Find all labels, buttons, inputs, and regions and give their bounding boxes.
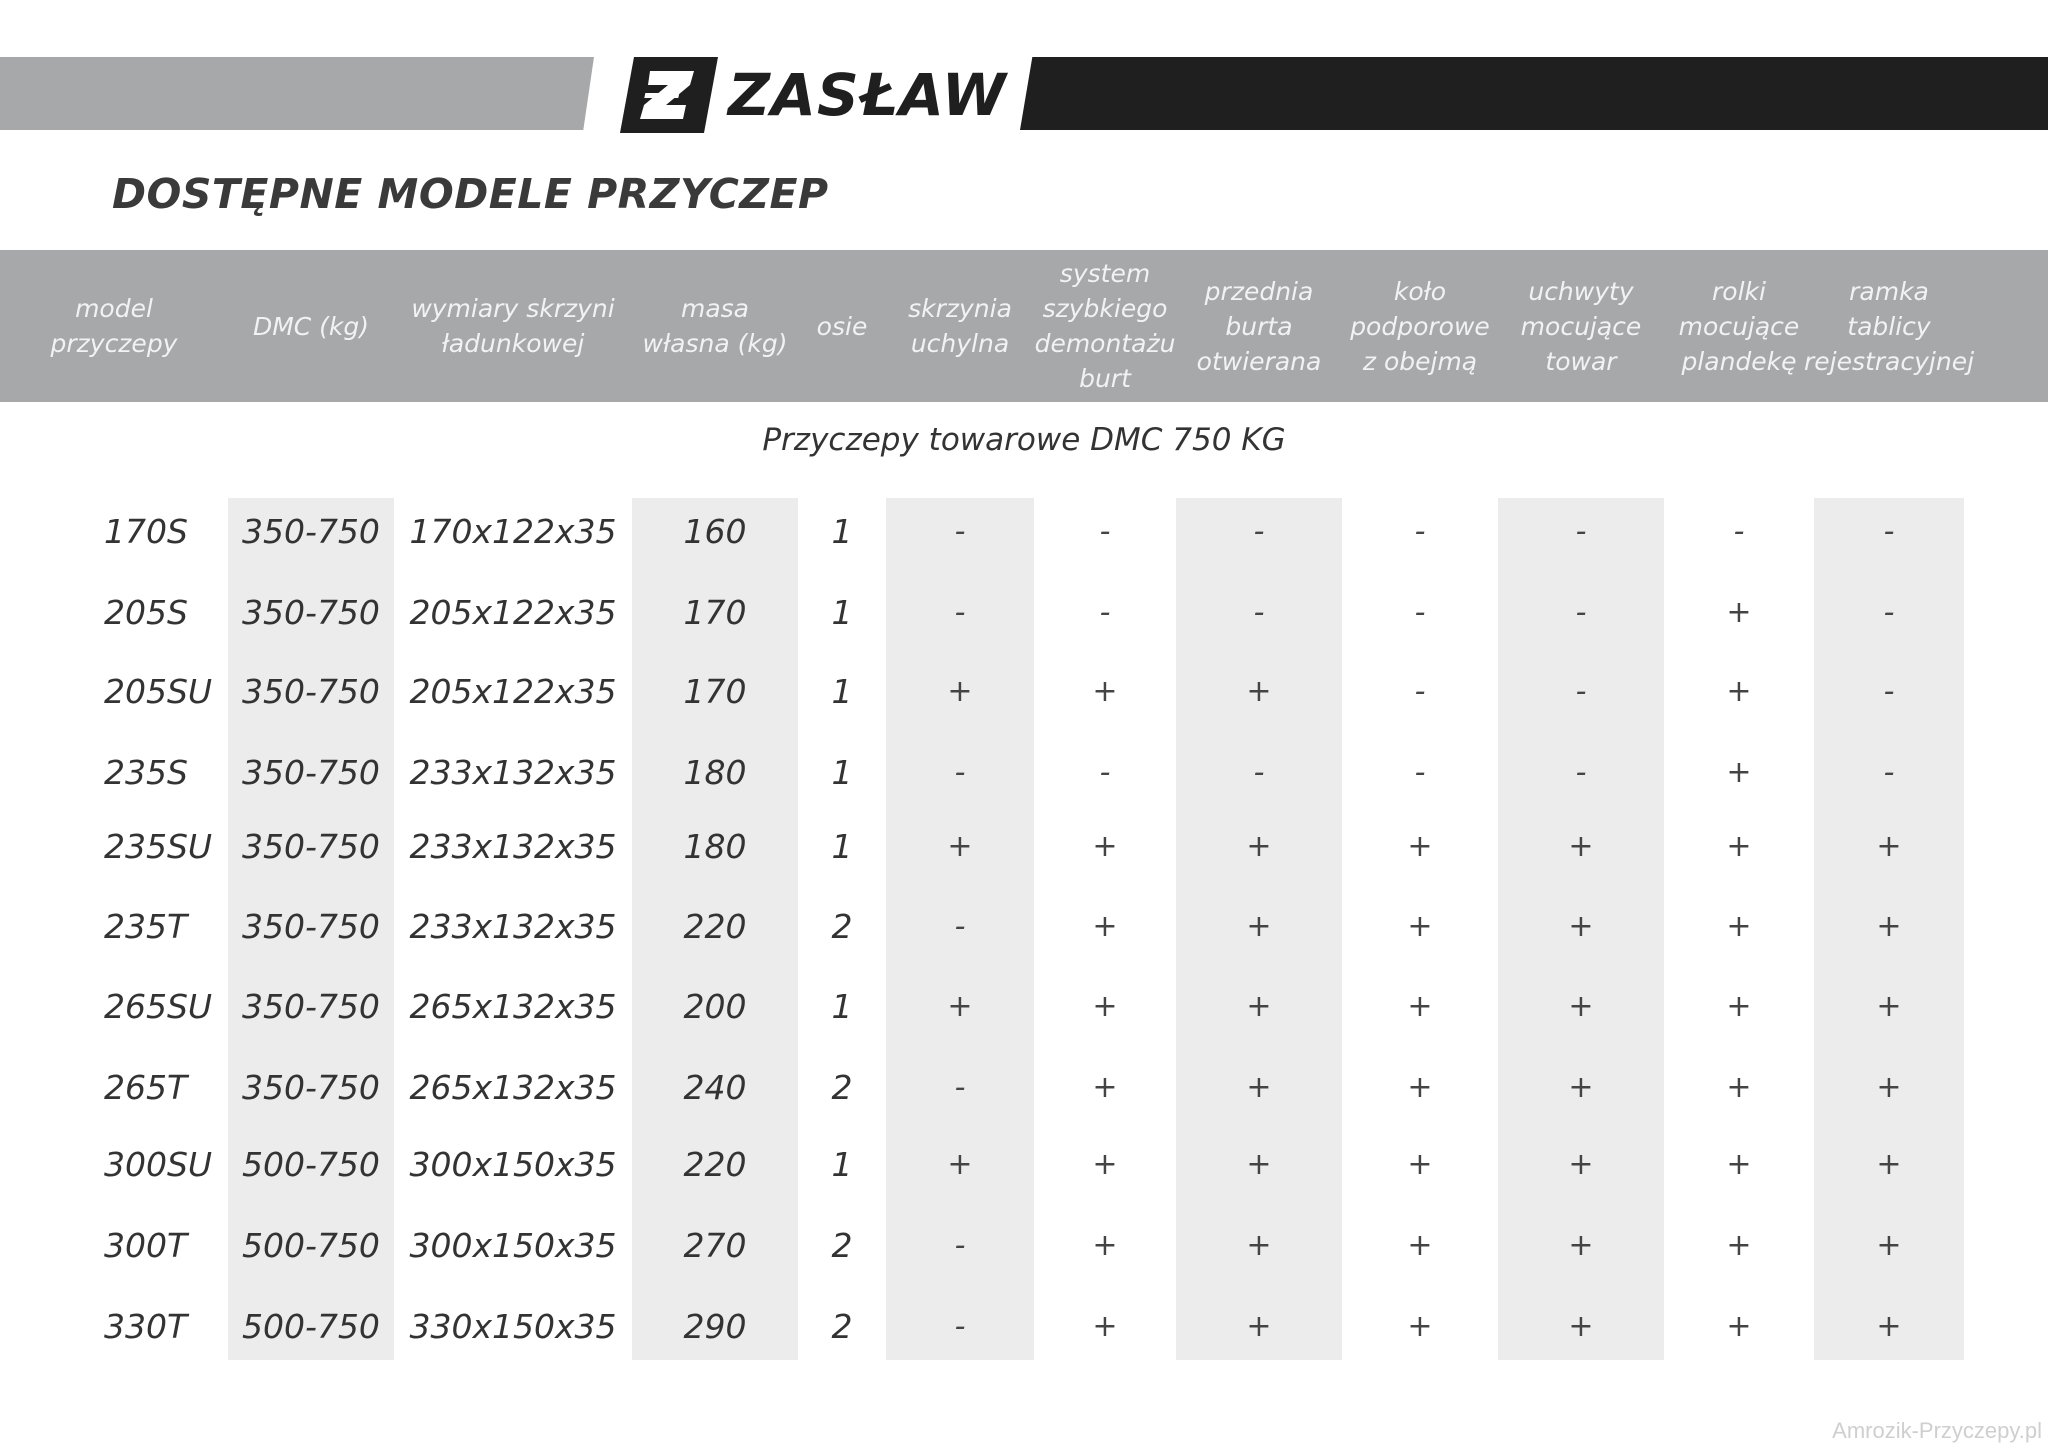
cell-dmc: 350-750 — [242, 592, 380, 632]
header-skrzynia-uchylna: skrzynia uchylna — [908, 294, 1012, 358]
cell-uchwyty: + — [1568, 1227, 1594, 1263]
cell-uchwyty: + — [1568, 1069, 1594, 1105]
header-rolki: rolki mocujące plandekę — [1678, 276, 1800, 376]
cell-skrzynia-uchylna: + — [947, 988, 973, 1024]
cell-model: 235SU — [104, 826, 213, 866]
banner-right-stripe — [1020, 57, 2048, 130]
cell-model: 205S — [104, 592, 188, 632]
cell-skrzynia-uchylna: - — [954, 1308, 966, 1344]
cell-ramka: - — [1883, 754, 1895, 790]
cell-osie: 1 — [831, 592, 853, 632]
cell-system-demontazu: - — [1099, 594, 1111, 630]
cell-wymiary: 300x150x35 — [409, 1225, 617, 1265]
cell-przednia-burta: + — [1246, 1308, 1272, 1344]
cell-system-demontazu: + — [1092, 1227, 1118, 1263]
cell-skrzynia-uchylna: + — [947, 1146, 973, 1182]
cell-wymiary: 170x122x35 — [409, 511, 617, 551]
cell-wymiary: 300x150x35 — [409, 1144, 617, 1184]
cell-wymiary: 265x132x35 — [409, 1067, 617, 1107]
cell-masa: 270 — [683, 1225, 747, 1265]
cell-ramka: + — [1876, 828, 1902, 864]
cell-przednia-burta: + — [1246, 673, 1272, 709]
header-uchwyty: uchwyty mocujące towar — [1520, 276, 1642, 376]
cell-wymiary: 233x132x35 — [409, 906, 617, 946]
cell-osie: 1 — [831, 986, 853, 1026]
header-osie: osie — [816, 311, 868, 341]
cell-ramka: - — [1883, 513, 1895, 549]
cell-dmc: 350-750 — [242, 1067, 380, 1107]
header-system-demontazu: system szybkiego demontażu burt — [1034, 259, 1176, 393]
cell-masa: 170 — [683, 671, 747, 711]
cell-model: 235T — [104, 906, 188, 946]
cell-dmc: 500-750 — [242, 1225, 380, 1265]
header-dmc: DMC (kg) — [252, 311, 370, 341]
cell-model: 300SU — [104, 1144, 213, 1184]
cell-masa: 160 — [683, 511, 747, 551]
cell-wymiary: 330x150x35 — [409, 1306, 617, 1346]
cell-kolo-podporowe: + — [1407, 1069, 1433, 1105]
cell-model: 205SU — [104, 671, 213, 711]
cell-ramka: + — [1876, 1227, 1902, 1263]
cell-rolki: + — [1726, 1069, 1752, 1105]
cell-skrzynia-uchylna: + — [947, 828, 973, 864]
cell-przednia-burta: - — [1253, 513, 1265, 549]
section-title: Przyczepy towarowe DMC 750 KG — [762, 422, 1286, 458]
cell-uchwyty: + — [1568, 988, 1594, 1024]
cell-osie: 1 — [831, 826, 853, 866]
cell-masa: 180 — [683, 752, 747, 792]
cell-ramka: - — [1883, 673, 1895, 709]
cell-uchwyty: + — [1568, 828, 1594, 864]
cell-uchwyty: - — [1575, 673, 1587, 709]
cell-dmc: 350-750 — [242, 906, 380, 946]
cell-wymiary: 233x132x35 — [409, 826, 617, 866]
cell-osie: 2 — [831, 1306, 853, 1346]
cell-model: 235S — [104, 752, 188, 792]
cell-kolo-podporowe: - — [1414, 594, 1426, 630]
cell-system-demontazu: + — [1092, 828, 1118, 864]
header-wymiary: wymiary skrzyni ładunkowej — [411, 294, 615, 358]
cell-przednia-burta: - — [1253, 594, 1265, 630]
cell-kolo-podporowe: + — [1407, 908, 1433, 944]
cell-osie: 2 — [831, 1067, 853, 1107]
cell-ramka: + — [1876, 1069, 1902, 1105]
cell-system-demontazu: - — [1099, 754, 1111, 790]
cell-system-demontazu: + — [1092, 673, 1118, 709]
cell-kolo-podporowe: + — [1407, 1227, 1433, 1263]
cell-uchwyty: + — [1568, 1146, 1594, 1182]
cell-dmc: 500-750 — [242, 1306, 380, 1346]
cell-system-demontazu: + — [1092, 908, 1118, 944]
page-title: DOSTĘPNE MODELE PRZYCZEP — [112, 170, 829, 218]
brand-name: ZASŁAW — [728, 61, 1007, 129]
cell-uchwyty: - — [1575, 513, 1587, 549]
cell-model: 330T — [104, 1306, 188, 1346]
cell-skrzynia-uchylna: - — [954, 1227, 966, 1263]
watermark: Amrozik-Przyczepy.pl — [1832, 1418, 2042, 1443]
cell-przednia-burta: + — [1246, 1146, 1272, 1182]
cell-ramka: + — [1876, 908, 1902, 944]
cell-skrzynia-uchylna: - — [954, 908, 966, 944]
cell-wymiary: 205x122x35 — [409, 592, 617, 632]
header-przednia-burta: przednia burta otwierana — [1196, 276, 1322, 376]
cell-skrzynia-uchylna: - — [954, 754, 966, 790]
cell-kolo-podporowe: - — [1414, 513, 1426, 549]
cell-dmc: 350-750 — [242, 826, 380, 866]
cell-uchwyty: - — [1575, 754, 1587, 790]
cell-kolo-podporowe: + — [1407, 1308, 1433, 1344]
cell-przednia-burta: + — [1246, 1227, 1272, 1263]
cell-dmc: 350-750 — [242, 511, 380, 551]
cell-ramka: - — [1883, 594, 1895, 630]
cell-wymiary: 265x132x35 — [409, 986, 617, 1026]
cell-model: 170S — [104, 511, 188, 551]
cell-masa: 220 — [683, 1144, 747, 1184]
cell-rolki: + — [1726, 1227, 1752, 1263]
cell-rolki: + — [1726, 754, 1752, 790]
cell-rolki: + — [1726, 828, 1752, 864]
header-masa: masa własna (kg) — [642, 294, 788, 358]
cell-osie: 2 — [831, 1225, 853, 1265]
cell-skrzynia-uchylna: - — [954, 594, 966, 630]
cell-system-demontazu: + — [1092, 1308, 1118, 1344]
cell-przednia-burta: - — [1253, 754, 1265, 790]
header-ramka: ramka tablicy rejestracyjnej — [1803, 276, 1975, 376]
zaslaw-logo-icon — [620, 57, 718, 133]
cell-rolki: - — [1733, 513, 1745, 549]
cell-rolki: + — [1726, 673, 1752, 709]
cell-osie: 1 — [831, 671, 853, 711]
cell-ramka: + — [1876, 988, 1902, 1024]
cell-wymiary: 233x132x35 — [409, 752, 617, 792]
cell-uchwyty: - — [1575, 594, 1587, 630]
cell-przednia-burta: + — [1246, 828, 1272, 864]
cell-osie: 1 — [831, 1144, 853, 1184]
cell-system-demontazu: + — [1092, 1146, 1118, 1182]
cell-rolki: + — [1726, 1308, 1752, 1344]
cell-dmc: 350-750 — [242, 671, 380, 711]
cell-kolo-podporowe: - — [1414, 673, 1426, 709]
cell-ramka: + — [1876, 1308, 1902, 1344]
cell-model: 300T — [104, 1225, 188, 1265]
banner-left-stripe — [0, 57, 594, 130]
cell-masa: 290 — [683, 1306, 747, 1346]
cell-rolki: + — [1726, 988, 1752, 1024]
cell-ramka: + — [1876, 1146, 1902, 1182]
cell-dmc: 350-750 — [242, 986, 380, 1026]
cell-uchwyty: + — [1568, 1308, 1594, 1344]
cell-system-demontazu: + — [1092, 988, 1118, 1024]
cell-masa: 180 — [683, 826, 747, 866]
cell-skrzynia-uchylna: + — [947, 673, 973, 709]
cell-masa: 220 — [683, 906, 747, 946]
cell-uchwyty: + — [1568, 908, 1594, 944]
cell-system-demontazu: + — [1092, 1069, 1118, 1105]
cell-masa: 200 — [683, 986, 747, 1026]
cell-model: 265T — [104, 1067, 188, 1107]
cell-dmc: 500-750 — [242, 1144, 380, 1184]
cell-przednia-burta: + — [1246, 908, 1272, 944]
cell-rolki: + — [1726, 908, 1752, 944]
cell-wymiary: 205x122x35 — [409, 671, 617, 711]
cell-przednia-burta: + — [1246, 1069, 1272, 1105]
cell-masa: 240 — [683, 1067, 747, 1107]
cell-system-demontazu: - — [1099, 513, 1111, 549]
header-kolo-podporowe: koło podporowe z obejmą — [1350, 276, 1490, 376]
cell-model: 265SU — [104, 986, 213, 1026]
header-model: model przyczepy — [50, 294, 178, 358]
cell-osie: 1 — [831, 752, 853, 792]
cell-kolo-podporowe: + — [1407, 1146, 1433, 1182]
cell-osie: 2 — [831, 906, 853, 946]
cell-skrzynia-uchylna: - — [954, 1069, 966, 1105]
cell-masa: 170 — [683, 592, 747, 632]
cell-rolki: + — [1726, 594, 1752, 630]
cell-kolo-podporowe: + — [1407, 988, 1433, 1024]
cell-osie: 1 — [831, 511, 853, 551]
brand-logo — [620, 57, 1007, 133]
cell-przednia-burta: + — [1246, 988, 1272, 1024]
cell-kolo-podporowe: - — [1414, 754, 1426, 790]
cell-skrzynia-uchylna: - — [954, 513, 966, 549]
cell-rolki: + — [1726, 1146, 1752, 1182]
cell-dmc: 350-750 — [242, 752, 380, 792]
cell-kolo-podporowe: + — [1407, 828, 1433, 864]
